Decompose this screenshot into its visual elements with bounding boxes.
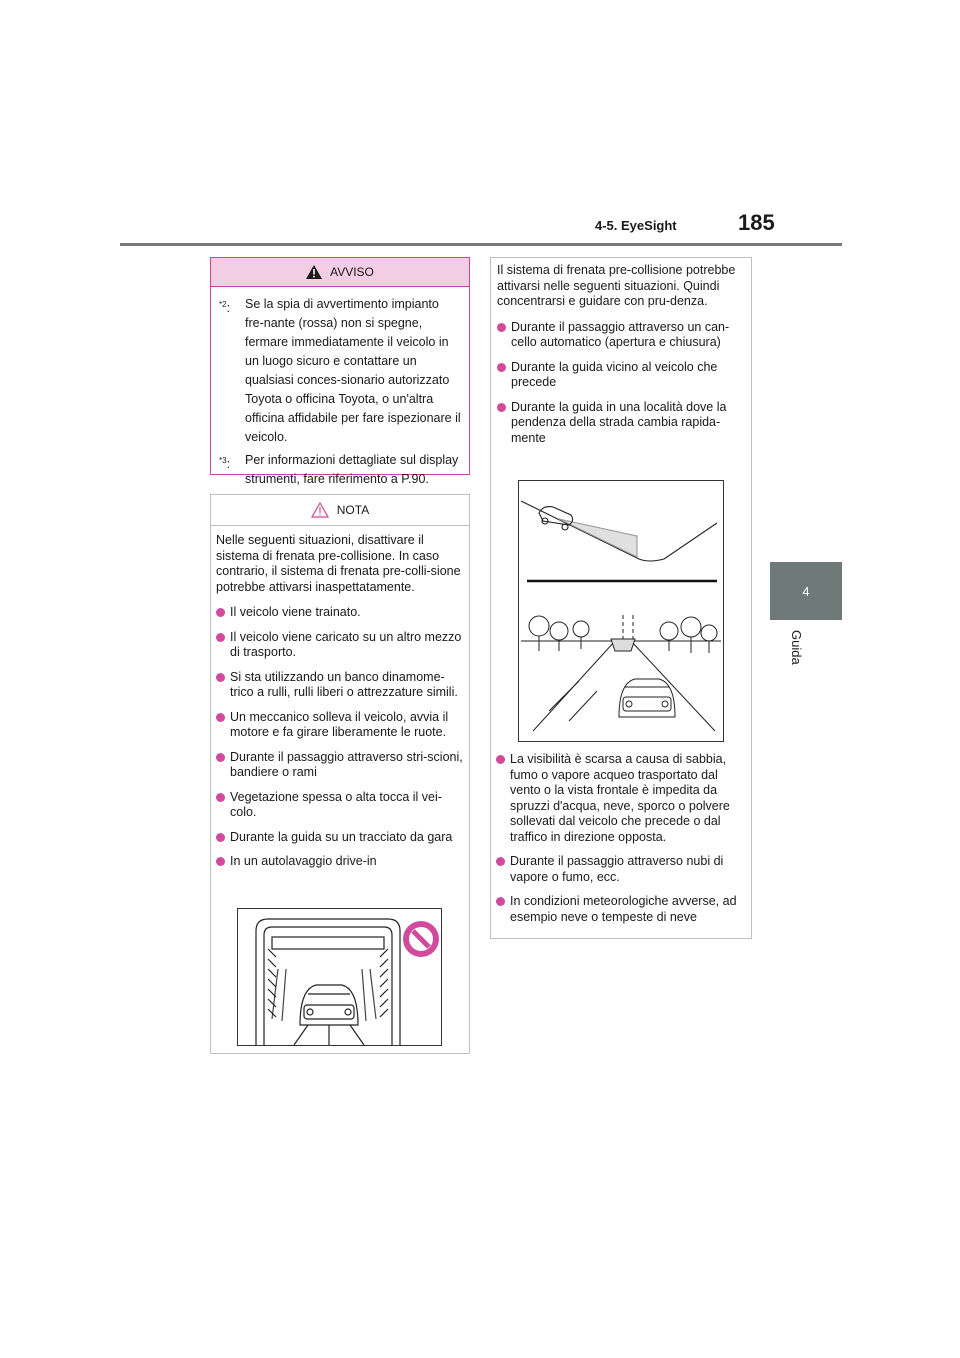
right-list-top <box>497 320 745 447</box>
warning-header <box>211 258 469 287</box>
warning-box <box>210 257 470 486</box>
road-slope-drawing <box>519 481 723 741</box>
car-wash-illustration <box>237 908 442 1046</box>
note-title: NOTA <box>336 503 370 517</box>
list-item: Il veicolo viene caricato su un altro mezzo di trasporto. <box>216 630 464 661</box>
note-header <box>211 495 469 526</box>
list-item: Durante la guida su un tracciato da gara <box>216 830 464 846</box>
list-item: Durante il passaggio attraverso nubi di vapore o fumo, ecc. <box>496 854 746 885</box>
list-item: Il veicolo viene trainato. <box>216 605 464 621</box>
footnote-mark: $^{*3}$: <box>219 456 231 472</box>
note-intro: Nelle seguenti situazioni, disattivare il sistema di frenata pre-collisione. In caso contrario, il sistema di frenata pre-colli-sione potrebbe attivarsi inaspettatamente. <box>216 533 461 594</box>
list-item: In un autolavaggio drive-in <box>216 854 464 870</box>
footnote-text: Per informazioni dettagliate sul display strumenti, fare riferimento a P.90. <box>245 453 459 486</box>
chapter-label: Guida <box>789 630 804 665</box>
list-item: Si sta utilizzando un banco dinamome-trico a rulli, rulli liberi o attrezzature simili. <box>216 670 464 701</box>
warning-title: AVVISO <box>330 265 374 279</box>
right-intro: Il sistema di frenata pre-collisione potrebbe attivarsi nelle seguenti situazioni. Quindi concentrarsi e guidare con pru-denza. <box>497 263 736 308</box>
note-list <box>216 605 464 870</box>
chapter-number: 4 <box>802 583 810 599</box>
footnote <box>219 451 461 489</box>
page-number: 185 <box>738 210 775 235</box>
header-rule <box>120 243 842 246</box>
chapter-tab[interactable] <box>770 562 842 620</box>
right-list-bottom <box>496 752 746 925</box>
list-item: Durante la guida in una località dove la pendenza della strada cambia rapida-mente <box>497 400 745 447</box>
footnote-mark: $^{*2}$: <box>219 300 231 316</box>
car-wash-drawing <box>238 909 441 1045</box>
list-item: Un meccanico solleva il veicolo, avvia il motore e fa girare liberamente le ruote. <box>216 710 464 741</box>
list-item: In condizioni meteorologiche avverse, ad esempio neve o tempeste di neve <box>496 894 746 925</box>
list-item: Vegetazione spessa o alta tocca il vei-colo. <box>216 790 464 821</box>
list-item: Durante la guida vicino al veicolo che precede <box>497 360 745 391</box>
footnote-text: Se la spia di avvertimento impianto fre-nante (rossa) non si spegne, fermare immediatamente il veicolo in un luogo sicuro e contattare un qualsiasi conces-sionario autorizzato Toyota o officina Toyota, o un'altra officina affidabile per fare ispezionare il veicolo. <box>245 297 461 444</box>
list-item: Durante il passaggio attraverso stri-scioni, bandiere o rami <box>216 750 464 781</box>
caution-triangle-icon <box>311 502 329 518</box>
footnote <box>219 295 461 447</box>
right-list-bottom-wrap <box>490 752 752 934</box>
list-item: Durante il passaggio attraverso un can-cello automatico (apertura e chiusura) <box>497 320 745 351</box>
warning-triangle-icon <box>306 265 322 279</box>
list-item: La visibilità è scarsa a causa di sabbia, fumo o vapore acqueo trasportato dal vento o la vista frontale è impedita da spruzzi d'acqua, neve, sporco o polvere sollevati dal veicolo che precede o dal traffico in direzione opposta. <box>496 752 746 845</box>
road-slope-illustration <box>518 480 724 742</box>
section-title: 4-5. EyeSight <box>595 218 677 233</box>
